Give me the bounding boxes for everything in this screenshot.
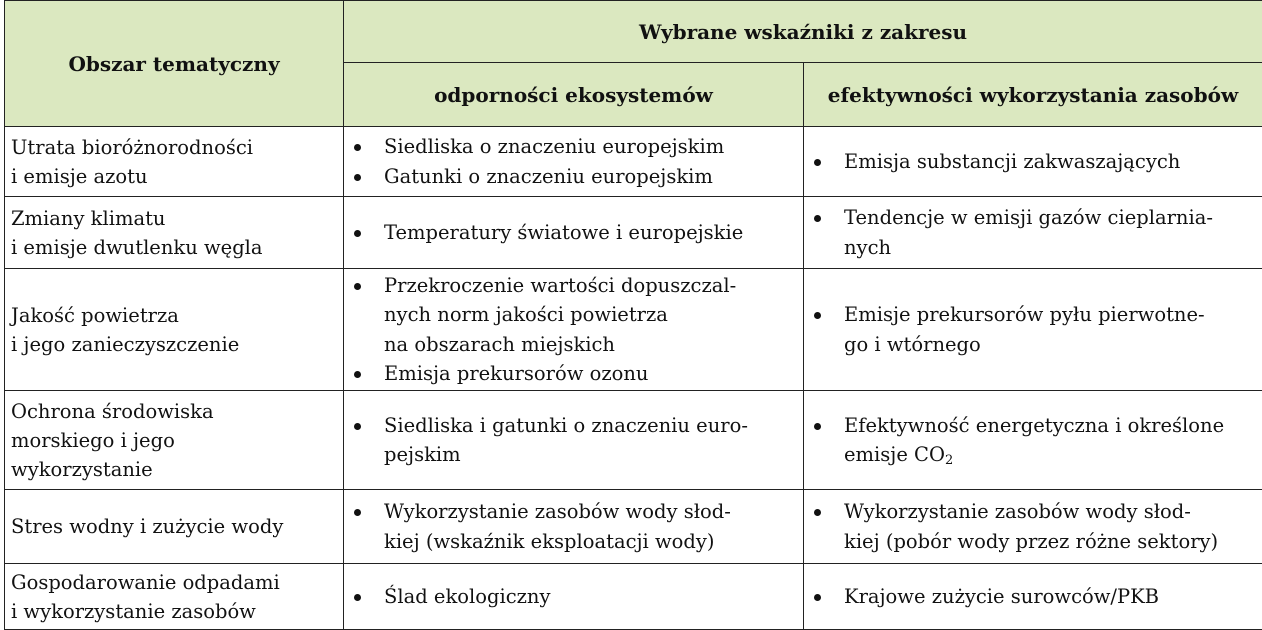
header-efficiency: efektywności wykorzystania zasobów <box>804 63 1262 127</box>
area-line: morskiego i jego <box>11 426 337 455</box>
area-line: Gospodarowanie odpadami <box>11 568 337 597</box>
indicator-item: Gatunki o znaczeniu europejskim <box>350 162 797 192</box>
area-cell <box>5 127 344 197</box>
indicator-item: Siedliska o znaczeniu europejskim <box>350 132 797 162</box>
area-line: wykorzystanie <box>11 455 337 484</box>
header-area: Obszar tematyczny <box>5 1 344 127</box>
resilience-cell <box>344 127 804 197</box>
efficiency-cell <box>804 391 1262 490</box>
resilience-cell <box>344 269 804 391</box>
efficiency-cell <box>804 564 1262 630</box>
area-cell <box>5 197 344 269</box>
resilience-cell <box>344 391 804 490</box>
indicator-item: Krajowe zużycie surowców/PKB <box>810 582 1256 612</box>
indicator-item: Emisja substancji zakwaszających <box>810 147 1256 177</box>
indicator-item: Wykorzystanie zasobów wody słod- kiej (wskaźnik eksploatacji wody) <box>350 497 797 556</box>
indicator-item: Przekroczenie wartości dopuszczal- nych norm jakości powietrza na obszarach miejskich <box>350 271 797 360</box>
area-cell <box>5 564 344 630</box>
area-line: i wykorzystanie zasobów <box>11 597 337 626</box>
area-line: Ochrona środowiska <box>11 397 337 426</box>
indicators-table <box>4 0 1262 630</box>
area-line: Utrata bioróżnorodności <box>11 133 337 162</box>
area-line: i jego zanieczyszczenie <box>11 330 337 359</box>
efficiency-cell <box>804 127 1262 197</box>
efficiency-cell <box>804 490 1262 564</box>
indicator-item: Tendencje w emisji gazów cieplarnia- nych <box>810 203 1256 262</box>
table-row <box>5 269 1262 391</box>
area-line: Stres wodny i zużycie wody <box>11 512 337 541</box>
indicator-item: Ślad ekologiczny <box>350 582 797 612</box>
resilience-cell <box>344 197 804 269</box>
header-resilience: odporności ekosystemów <box>344 63 804 127</box>
area-cell <box>5 490 344 564</box>
area-line: i emisje azotu <box>11 162 337 191</box>
table-row <box>5 391 1262 490</box>
resilience-cell <box>344 490 804 564</box>
indicator-item: Wykorzystanie zasobów wody słod- kiej (pobór wody przez różne sektory) <box>810 497 1256 556</box>
area-line: Jakość powietrza <box>11 301 337 330</box>
indicator-item: Temperatury światowe i europejskie <box>350 218 797 248</box>
area-line: Zmiany klimatu <box>11 204 337 233</box>
area-cell <box>5 269 344 391</box>
table-row <box>5 490 1262 564</box>
indicator-item: Emisja prekursorów ozonu <box>350 359 797 389</box>
area-cell <box>5 391 344 490</box>
resilience-cell <box>344 564 804 630</box>
area-line: i emisje dwutlenku węgla <box>11 233 337 262</box>
indicator-item: Emisje prekursorów pyłu pierwotne- go i wtórnego <box>810 300 1256 359</box>
efficiency-cell <box>804 197 1262 269</box>
efficiency-cell <box>804 269 1262 391</box>
table-row <box>5 197 1262 269</box>
table-row <box>5 127 1262 197</box>
indicator-item: Siedliska i gatunki o znaczeniu euro- pejskim <box>350 411 797 470</box>
table-row <box>5 564 1262 630</box>
header-group: Wybrane wskaźniki z zakresu <box>344 1 1262 63</box>
indicator-item: Efektywność energetyczna i określone emisje $CO_2$ <box>810 411 1256 470</box>
subscript-2: 2 <box>945 453 953 468</box>
